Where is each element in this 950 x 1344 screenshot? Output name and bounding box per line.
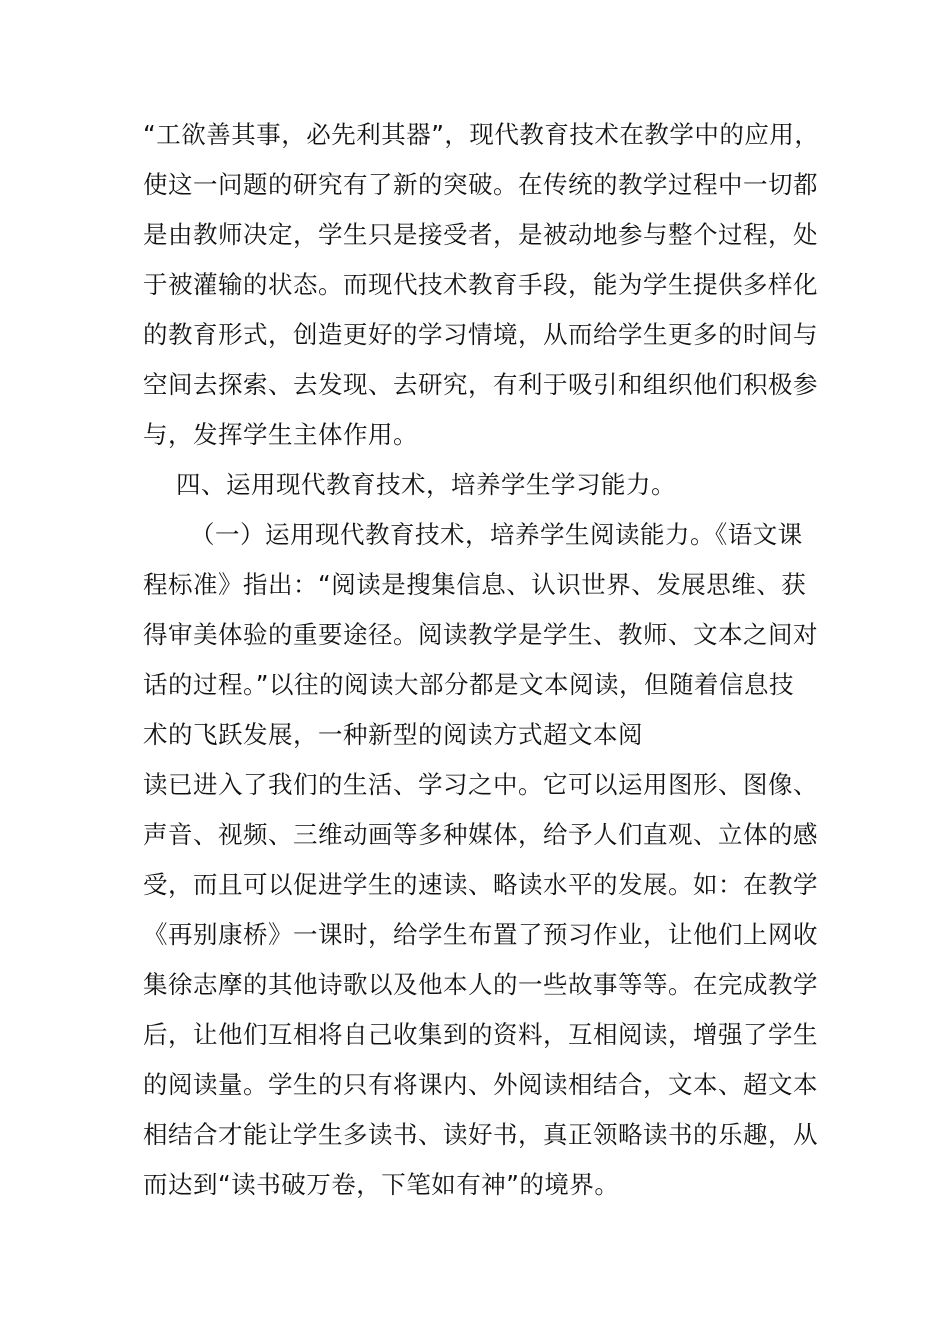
text-line: 于被灌输的状态。而现代技术教育手段，能为学生提供多样化 [143, 270, 818, 299]
text-line: 的阅读量。学生的只有将课内、外阅读相结合，文本、超文本 [143, 1070, 818, 1099]
text-line: 而达到“读书破万卷，下笔如有神”的境界。 [143, 1170, 620, 1199]
text-line: 受，而且可以促进学生的速读、略读水平的发展。如：在教学 [143, 870, 818, 899]
text-line: 集徐志摩的其他诗歌以及他本人的一些故事等等。在完成教学 [143, 970, 818, 999]
subsection-heading: （一）运用现代教育技术，培养学生阅读能力。《语文课 [190, 520, 803, 549]
text-line: 后，让他们互相将自己收集到的资料，互相阅读，增强了学生 [143, 1020, 818, 1049]
text-line: 是由教师决定，学生只是接受者，是被动地参与整个过程，处 [143, 220, 818, 249]
text-line: 的教育形式，创造更好的学习情境，从而给学生更多的时间与 [143, 320, 818, 349]
text-line: 《再别康桥》一课时，给学生布置了预习作业，让他们上网收 [143, 920, 818, 949]
text-line: 使这一问题的研究有了新的突破。在传统的教学过程中一切都 [143, 170, 818, 199]
text-line: “工欲善其事，必先利其器”，现代教育技术在教学中的应用， [143, 120, 820, 149]
text-line: 术的飞跃发展，一种新型的阅读方式超文本阅 [143, 720, 643, 749]
text-line: 空间去探索、去发现、去研究，有利于吸引和组织他们积极参 [143, 370, 818, 399]
text-line: 声音、视频、三维动画等多种媒体，给予人们直观、立体的感 [143, 820, 818, 849]
text-line: 读已进入了我们的生活、学习之中。它可以运用图形、图像、 [143, 770, 818, 799]
text-line: 话的过程。”以往的阅读大部分都是文本阅读，但随着信息技 [143, 670, 794, 699]
section-heading: 四、运用现代教育技术，培养学生学习能力。 [176, 470, 676, 499]
text-line: 程标准》指出：“阅读是搜集信息、认识世界、发展思维、获 [143, 570, 807, 599]
text-line: 相结合才能让学生多读书、读好书，真正领略读书的乐趣，从 [143, 1120, 818, 1149]
text-line: 与，发挥学生主体作用。 [143, 420, 418, 449]
text-line: 得审美体验的重要途径。阅读教学是学生、教师、文本之间对 [143, 620, 818, 649]
